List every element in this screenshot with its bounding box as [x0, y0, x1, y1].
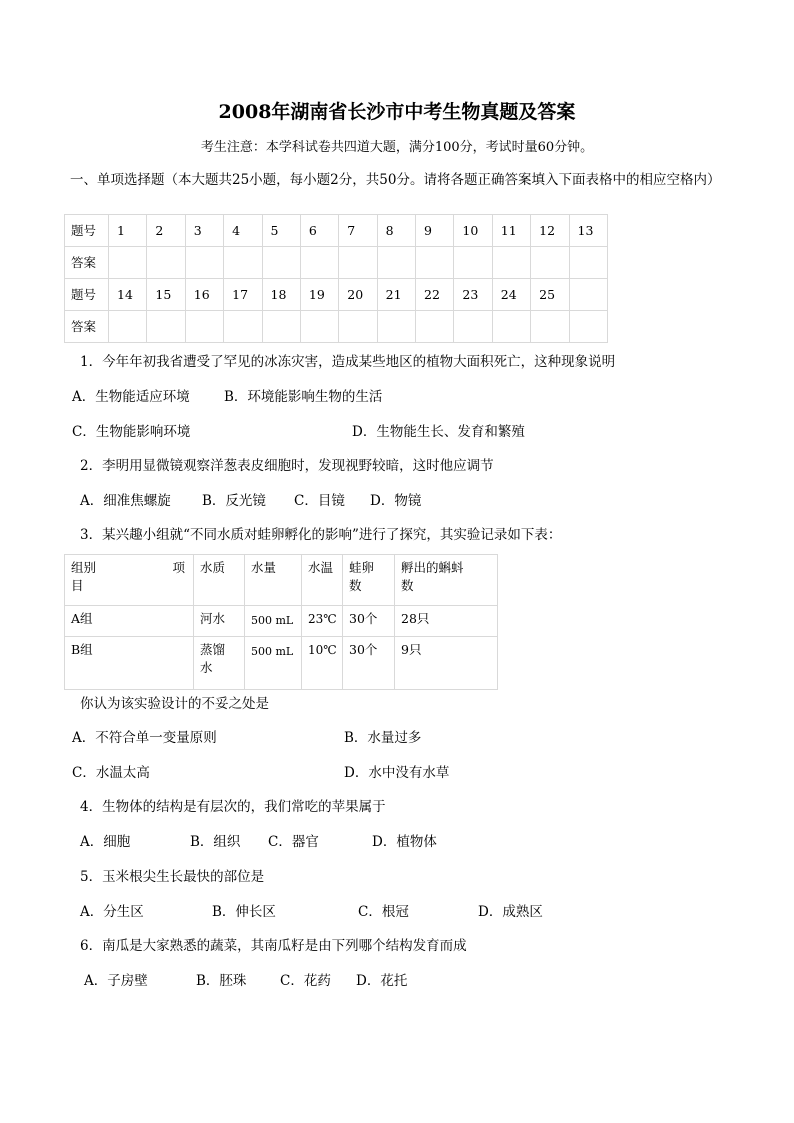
q6-option-a[interactable]: A．子房壁 — [84, 973, 148, 989]
item-label: 项 — [172, 560, 185, 575]
answer-cell[interactable] — [569, 311, 608, 343]
question-1-stem: 1．今年年初我省遭受了罕见的冰冻灾害，造成某些地区的植物大面积死亡，这种现象说明 — [80, 354, 616, 370]
row-label: 答案 — [65, 247, 109, 279]
question-number: 10 — [454, 215, 492, 247]
answer-cell[interactable] — [531, 247, 569, 279]
answer-cell[interactable] — [416, 311, 454, 343]
question-number: 11 — [492, 215, 530, 247]
q2-option-a[interactable]: A．细准焦螺旋 — [80, 493, 171, 509]
answer-cell[interactable] — [454, 247, 492, 279]
table-row — [65, 606, 498, 637]
question-number: 19 — [300, 279, 338, 311]
table-cell: 30个 — [343, 606, 395, 637]
header-cell: 水质 — [194, 555, 245, 606]
q6-option-d[interactable]: D．花托 — [356, 973, 408, 989]
question-number: 8 — [377, 215, 415, 247]
answer-cell[interactable] — [109, 311, 147, 343]
q5-option-d[interactable]: D．成熟区 — [478, 904, 543, 920]
question-number: 3 — [185, 215, 223, 247]
question-number: 17 — [224, 279, 262, 311]
page-title: 2008年湖南省长沙市中考生物真题及答案 — [218, 101, 576, 123]
answer-cell[interactable] — [377, 247, 415, 279]
q4-option-d[interactable]: D．植物体 — [372, 834, 437, 850]
question-2-stem: 2．李明用显微镜观察洋葱表皮细胞时，发现视野较暗，这时他应调节 — [80, 458, 494, 474]
answer-cell[interactable] — [531, 311, 569, 343]
answer-cell[interactable] — [492, 311, 530, 343]
q3-option-b[interactable]: B．水量过多 — [344, 730, 422, 746]
q6-option-b[interactable]: B．胚珠 — [196, 973, 247, 989]
q4-option-c[interactable]: C．器官 — [268, 834, 319, 850]
table-cell: 30个 — [343, 637, 395, 690]
row-label: 答案 — [65, 311, 109, 343]
question-number: 7 — [339, 215, 377, 247]
table-cell: A组 — [65, 606, 194, 637]
answer-cell[interactable] — [416, 247, 454, 279]
table-row — [65, 555, 498, 606]
question-5-stem: 5．玉米根尖生长最快的部位是 — [80, 869, 265, 885]
table-row — [65, 311, 608, 343]
q3-option-c[interactable]: C．水温太高 — [72, 765, 150, 781]
answer-cell[interactable] — [492, 247, 530, 279]
table-cell: 10℃ — [302, 637, 343, 690]
table-cell: B组 — [65, 637, 194, 690]
question-number: 21 — [377, 279, 415, 311]
table-cell: 500 mL — [245, 637, 302, 690]
q5-option-a[interactable]: A．分生区 — [80, 904, 144, 920]
question-number: 20 — [339, 279, 377, 311]
table-cell: 9只 — [395, 637, 498, 690]
q6-option-c[interactable]: C．花药 — [280, 973, 331, 989]
header-cell — [395, 555, 498, 606]
answer-cell[interactable] — [224, 247, 262, 279]
experiment-table — [64, 554, 498, 690]
question-number — [569, 279, 608, 311]
question-number: 16 — [185, 279, 223, 311]
question-number: 22 — [416, 279, 454, 311]
question-3-follow: 你认为该实验设计的不妥之处是 — [80, 696, 269, 712]
q3-option-d[interactable]: D．水中没有水草 — [344, 765, 450, 781]
answer-cell[interactable] — [339, 311, 377, 343]
answer-cell[interactable] — [262, 247, 300, 279]
answer-cell[interactable] — [339, 247, 377, 279]
eggs-header: 蛙卵数 — [349, 560, 375, 593]
table-cell: 500 mL — [245, 606, 302, 637]
answer-cell[interactable] — [377, 311, 415, 343]
header-cell — [65, 555, 194, 606]
section-heading: 一、单项选择题（本大题共25小题，每小题2分，共50分。请将各题正确答案填入下面表格中的相应空格内） — [70, 172, 721, 188]
q2-option-d[interactable]: D．物镜 — [370, 493, 422, 509]
q4-option-a[interactable]: A．细胞 — [80, 834, 131, 850]
table-row — [65, 215, 608, 247]
question-4-stem: 4．生物体的结构是有层次的，我们常吃的苹果属于 — [80, 799, 386, 815]
header-cell: 水量 — [245, 555, 302, 606]
q4-option-b[interactable]: B．组织 — [190, 834, 241, 850]
group-label: 组别 — [71, 560, 97, 575]
q1-option-b[interactable]: B．环境能影响生物的生活 — [224, 389, 383, 405]
table-cell: 河水 — [194, 606, 245, 637]
table-cell — [194, 637, 245, 690]
question-number: 9 — [416, 215, 454, 247]
question-number: 23 — [454, 279, 492, 311]
question-number: 2 — [147, 215, 185, 247]
question-3-stem: 3．某兴趣小组就“不同水质对蛙卵孵化的影响”进行了探究，其实验记录如下表： — [80, 527, 562, 543]
answer-cell[interactable] — [185, 247, 223, 279]
answer-cell[interactable] — [454, 311, 492, 343]
table-cell: 28只 — [395, 606, 498, 637]
question-number: 6 — [300, 215, 338, 247]
answer-cell[interactable] — [147, 311, 185, 343]
answer-cell[interactable] — [147, 247, 185, 279]
question-number: 4 — [224, 215, 262, 247]
answer-cell[interactable] — [569, 247, 608, 279]
question-number: 13 — [569, 215, 608, 247]
q5-option-c[interactable]: C．根冠 — [358, 904, 409, 920]
row-label: 题号 — [65, 215, 109, 247]
header-cell: 水温 — [302, 555, 343, 606]
q1-option-d[interactable]: D．生物能生长、发育和繁殖 — [352, 424, 525, 440]
answer-table — [64, 214, 608, 343]
question-number: 15 — [147, 279, 185, 311]
question-6-stem: 6．南瓜是大家熟悉的蔬菜，其南瓜籽是由下列哪个结构发育而成 — [80, 938, 467, 954]
answer-cell[interactable] — [109, 247, 147, 279]
q3-option-a[interactable]: A．不符合单一变量原则 — [72, 730, 217, 746]
item-label-2: 目 — [71, 578, 84, 593]
question-number: 25 — [531, 279, 569, 311]
question-number: 18 — [262, 279, 300, 311]
tadpoles-header: 孵出的蝌蚪数 — [401, 560, 464, 593]
answer-cell[interactable] — [224, 311, 262, 343]
question-number: 14 — [109, 279, 147, 311]
water-type: 蒸馏水 — [200, 642, 226, 675]
table-row — [65, 279, 608, 311]
question-number: 24 — [492, 279, 530, 311]
answer-cell[interactable] — [300, 247, 338, 279]
question-number: 1 — [109, 215, 147, 247]
table-cell: 23℃ — [302, 606, 343, 637]
q5-option-b[interactable]: B．伸长区 — [212, 904, 276, 920]
table-row — [65, 637, 498, 690]
answer-cell[interactable] — [185, 311, 223, 343]
q1-option-c[interactable]: C．生物能影响环境 — [72, 424, 191, 440]
q2-option-c[interactable]: C．目镜 — [294, 493, 345, 509]
exam-notice: 考生注意：本学科试卷共四道大题，满分100分，考试时量60分钟。 — [200, 140, 594, 155]
q2-option-b[interactable]: B．反光镜 — [202, 493, 266, 509]
header-cell — [343, 555, 395, 606]
question-number: 5 — [262, 215, 300, 247]
answer-cell[interactable] — [300, 311, 338, 343]
table-row — [65, 247, 608, 279]
question-number: 12 — [531, 215, 569, 247]
q1-option-a[interactable]: A．生物能适应环境 — [72, 389, 190, 405]
row-label: 题号 — [65, 279, 109, 311]
answer-cell[interactable] — [262, 311, 300, 343]
